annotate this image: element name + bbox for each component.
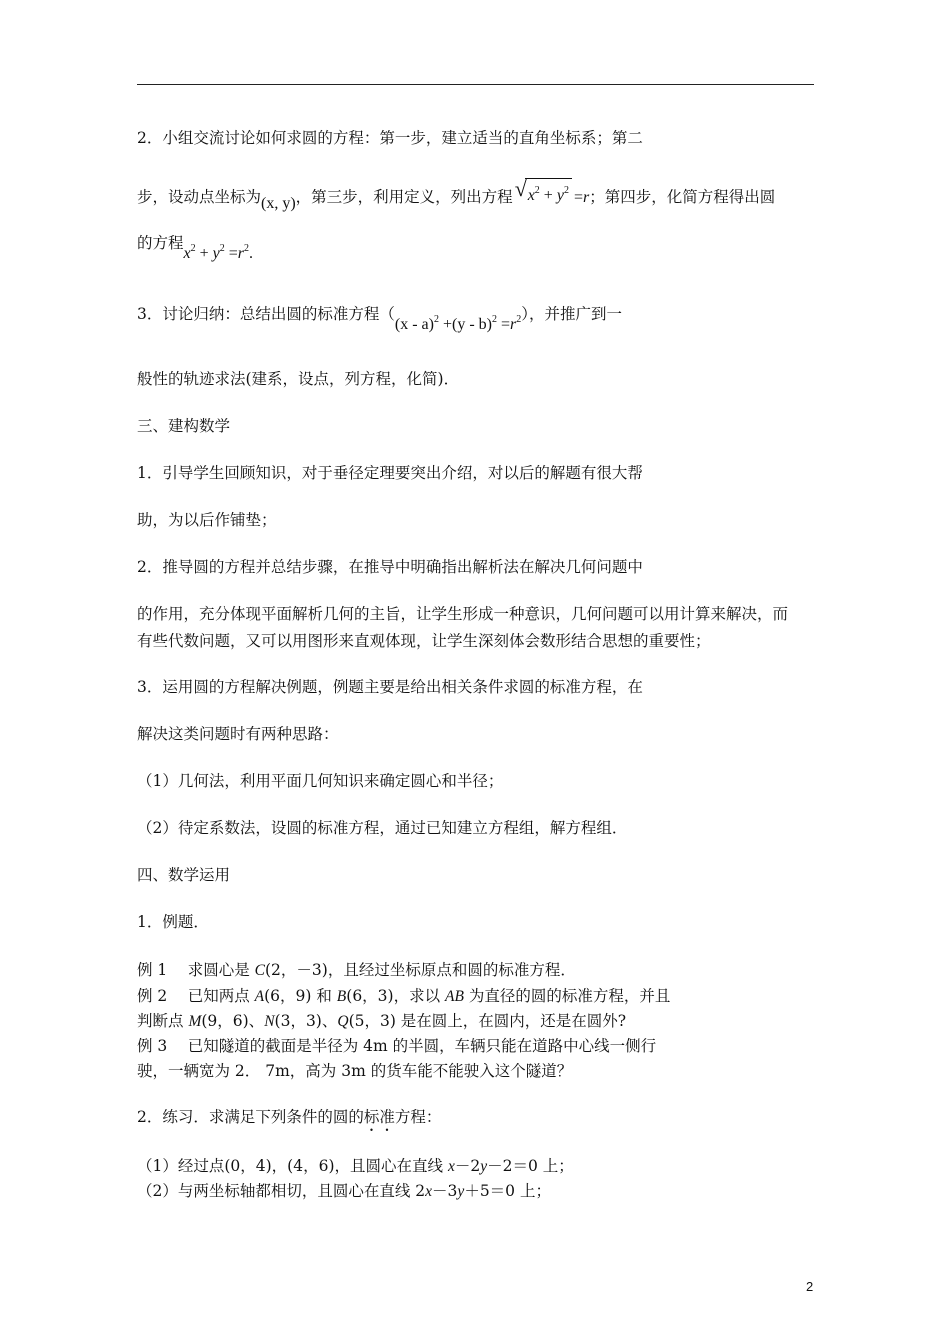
exponent: 2 — [244, 243, 250, 254]
section-3-heading: 三、建构数学 — [137, 417, 231, 435]
var-y: y — [457, 1183, 465, 1200]
var-r: r — [510, 316, 517, 333]
term-x-minus-a: (x - a) — [394, 316, 434, 333]
exponent: 2 — [534, 185, 540, 196]
equals-sign: = — [500, 316, 511, 333]
plus-sign: + — [199, 245, 209, 262]
example-3-line-1: 例 3 已知隧道的截面是半径为 4m 的半圆，车辆只能在道路中心线一侧行 — [137, 1037, 657, 1055]
text: 判断点 — [137, 1012, 189, 1030]
var-x: x — [425, 1183, 433, 1200]
plus-sign: + — [442, 316, 452, 333]
exercise-1 — [137, 1155, 574, 1178]
example-2-line-1 — [137, 985, 670, 1008]
exponent: 2 — [190, 243, 196, 254]
var-r: r — [582, 189, 590, 206]
sec3-item-2-line-1: 2．推导圆的方程并总结步骤，在推导中明确指出解析法在解决几何问题中 — [137, 558, 643, 576]
header-rule — [137, 84, 814, 85]
para-2-line-1: 2．小组交流讨论如何求圆的方程：第一步，建立适当的直角坐标系；第二 — [137, 129, 643, 147]
method-2: （2）待定系数法，设圆的标准方程，通过已知建立方程组，解方程组． — [137, 819, 628, 837]
sec3-item-2-line-3: 有些代数问题，又可以用图形来直观体现，让学生深刻体会数形结合思想的重要性； — [137, 632, 711, 650]
var-y: y — [556, 187, 564, 204]
exponent: 2 — [563, 185, 569, 196]
exponent: 2 — [491, 314, 497, 325]
sqrt-expression — [515, 178, 572, 207]
text: (5，3) 是在圆上，在圆内，还是在圆外? — [348, 1012, 627, 1030]
example-1 — [137, 959, 576, 982]
example-2-line-2 — [137, 1010, 626, 1033]
text: ，第三步，利用定义，列出方程 — [295, 188, 513, 206]
var-x: x — [527, 187, 535, 204]
point-label: N — [264, 1013, 275, 1030]
text: 2．练习．求满足下列条件的圆的 — [137, 1108, 364, 1126]
text: －2 — [454, 1157, 481, 1175]
para-3-line-1 — [137, 299, 623, 333]
para-2-line-2 — [137, 176, 776, 212]
exponent: 2 — [219, 243, 225, 254]
point-coordinates: (x, y) — [261, 195, 296, 212]
text: (3，3)、 — [274, 1012, 338, 1030]
radical-sign: √ — [514, 176, 527, 201]
var-x: x — [183, 245, 191, 262]
text: (6，9) 和 — [264, 987, 337, 1005]
segment-label: AB — [445, 988, 464, 1005]
text: 为直径的圆的标准方程，并且 — [463, 987, 671, 1005]
radicand — [525, 178, 572, 207]
var-x: x — [447, 1158, 455, 1175]
examples-heading: 1．例题． — [137, 913, 209, 931]
var-y: y — [480, 1158, 488, 1175]
text: 3．讨论归纳：总结出圆的标准方程（ — [137, 305, 395, 323]
point-label: Q — [337, 1013, 349, 1030]
sec3-item-1-line-1: 1．引导学生回顾知识，对于垂径定理要突出介绍，对以后的解题有很大帮 — [137, 464, 643, 482]
exponent: 2 — [433, 314, 439, 325]
method-1: （1）几何法，利用平面几何知识来确定圆心和半径； — [137, 772, 504, 790]
exercise-2 — [137, 1180, 551, 1203]
sec3-item-3-line-2: 解决这类问题时有两种思路： — [137, 725, 339, 743]
text: ；第四步，化简方程得出圆 — [589, 188, 776, 206]
sec3-item-3-line-1: 3．运用圆的方程解决例题，例题主要是给出相关条件求圆的标准方程，在 — [137, 678, 643, 696]
equals-sign: = — [228, 245, 238, 262]
plus-sign: + — [543, 187, 553, 204]
section-4-heading: 四、数学运用 — [137, 866, 231, 884]
text: 步，设动点坐标为 — [137, 188, 262, 206]
emphasized-text: 标准 — [363, 1108, 395, 1126]
text: (9，6)、 — [201, 1012, 265, 1030]
example-3-line-2: 驶，一辆宽为 2． 7m，高为 3m 的货车能不能驶入这个隧道？ — [137, 1062, 573, 1080]
text: 例 2 已知两点 — [137, 987, 255, 1005]
sec3-item-1-line-2: 助，为以后作铺垫； — [137, 511, 277, 529]
point-label: M — [188, 1013, 202, 1030]
var-y: y — [212, 245, 220, 262]
point-label: B — [336, 988, 347, 1005]
text: 的方程 — [137, 234, 184, 252]
para-3-line-2: 般性的轨迹求法(建系，设点，列方程，化简)． — [137, 370, 460, 388]
var-r: r — [237, 245, 245, 262]
sec3-item-2-line-2: 的作用，充分体现平面解析几何的主旨，让学生形成一种意识，几何问题可以用计算来解决，而 — [137, 605, 789, 623]
text: ），并推广到一 — [521, 305, 623, 323]
text: ＋5＝0 上； — [464, 1182, 551, 1200]
text: 方程： — [394, 1108, 442, 1126]
exponent: 2 — [516, 314, 522, 325]
point-label: A — [254, 988, 265, 1005]
equals-sign: = — [573, 189, 583, 206]
text: －3 — [432, 1182, 458, 1200]
period: . — [249, 245, 254, 262]
term-y-minus-b: (y - b) — [452, 316, 492, 333]
exercises-heading — [137, 1106, 441, 1135]
text: (2，－3)，且经过坐标原点和圆的标准方程． — [265, 961, 576, 979]
para-2-line-3 — [137, 228, 254, 262]
text: －2＝0 上； — [487, 1157, 574, 1175]
text: （2）与两坐标轴都相切，且圆心在直线 2 — [137, 1182, 426, 1200]
page-number: 2 — [806, 1279, 814, 1294]
standard-circle-equation — [395, 316, 521, 333]
text: （1）经过点(0，4)，(4，6)，且圆心在直线 — [137, 1157, 448, 1175]
text: 例 1 求圆心是 — [137, 961, 255, 979]
circle-equation — [184, 245, 254, 262]
point-label: C — [254, 962, 265, 979]
text: (6，3)，求以 — [346, 987, 446, 1005]
